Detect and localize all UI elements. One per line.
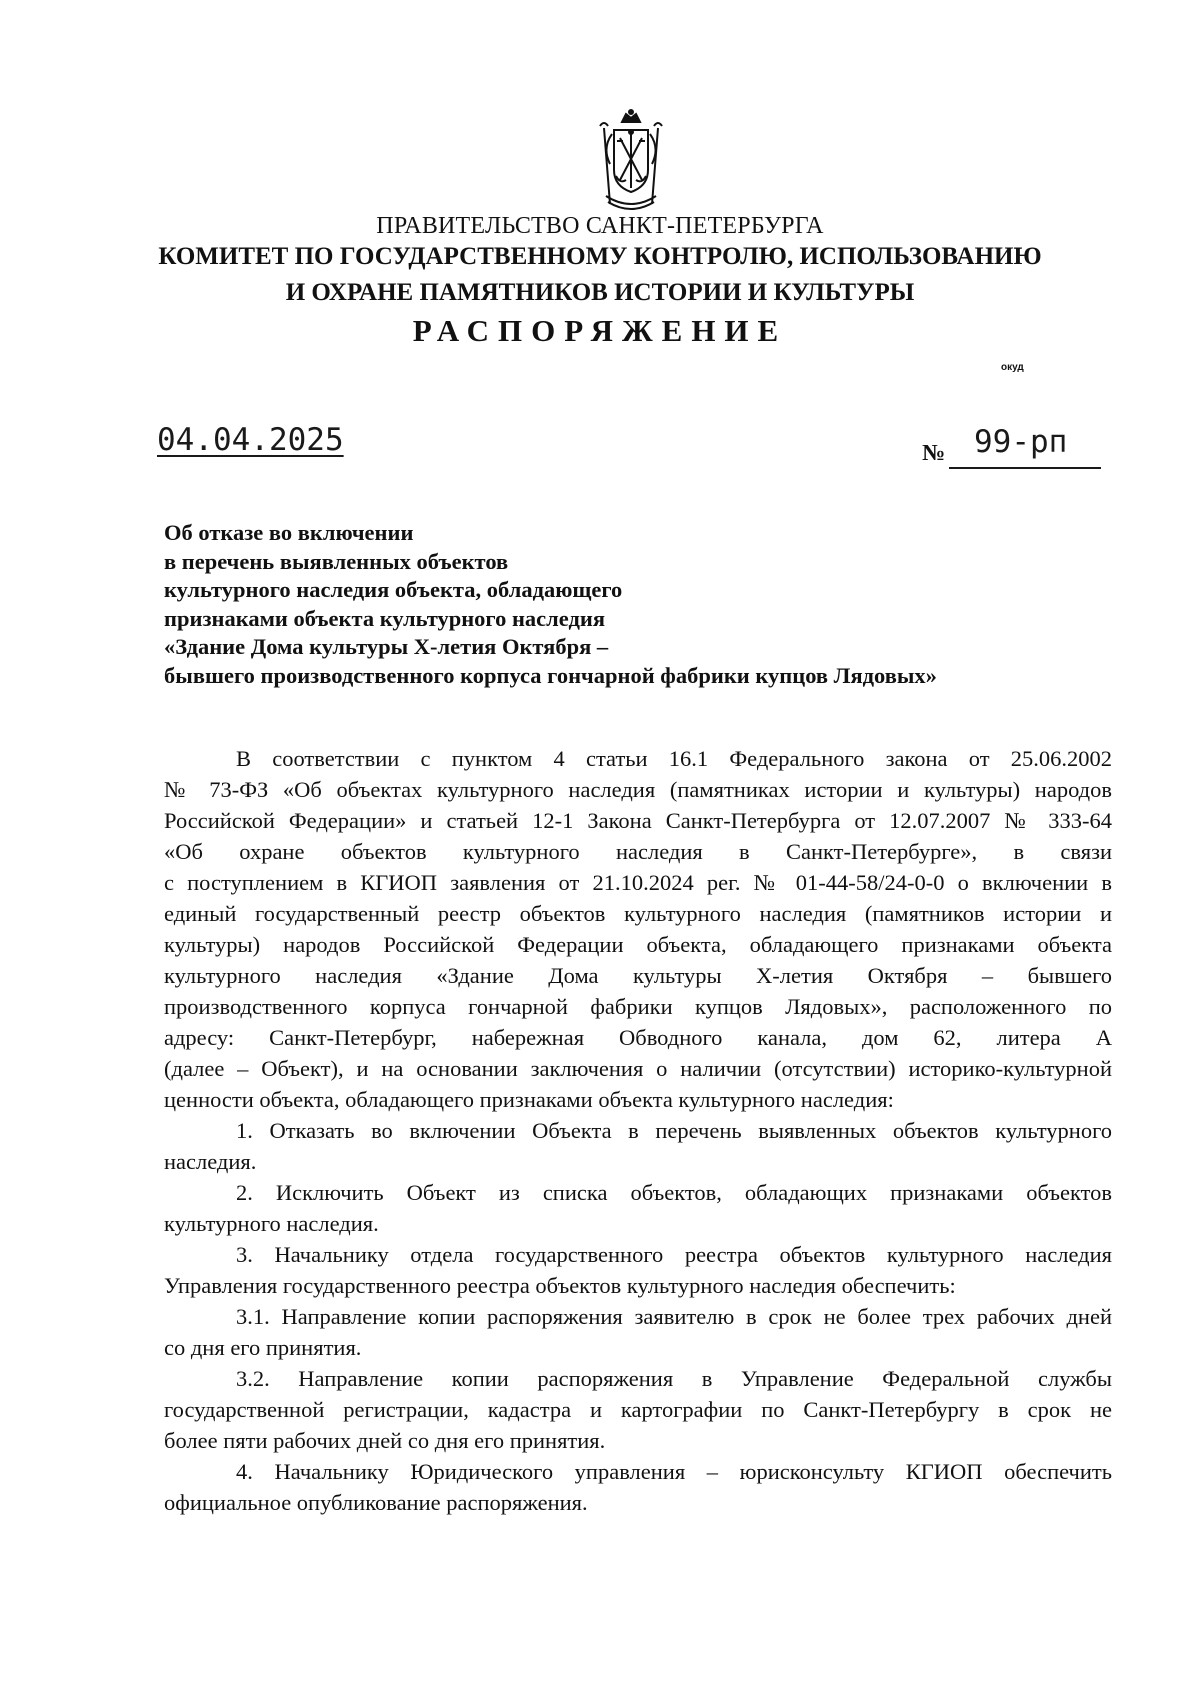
number-sign: № bbox=[922, 440, 946, 465]
okud-label: окуд bbox=[1001, 362, 1024, 373]
order-item-4-line: официальное опубликование распоряжения. bbox=[164, 1490, 588, 1515]
st-petersburg-coat-of-arms-icon bbox=[586, 108, 676, 216]
preamble-line: № 73-ФЗ «Об объектах культурного наследия (памятниках истории и культуры) народов bbox=[164, 777, 1112, 802]
order-item-3-1-line: 3.1. Направление копии распоряжения заявителю в срок не более трех рабочих дней bbox=[236, 1304, 1112, 1329]
order-item-3-line: Управления государственного реестра объектов культурного наследия обеспечить: bbox=[164, 1273, 956, 1298]
preamble-line: Российской Федерации» и статьей 12-1 Закона Санкт-Петербурга от 12.07.2007 № 333-64 bbox=[164, 808, 1112, 833]
order-item-3-line: 3. Начальнику отдела государственного реестра объектов культурного наследия bbox=[236, 1242, 1112, 1267]
preamble-line: культурного наследия «Здание Дома культуры X-летия Октября – бывшего bbox=[164, 963, 1112, 988]
order-item-1-line: 1. Отказать во включении Объекта в перечень выявленных объектов культурного bbox=[236, 1118, 1112, 1143]
preamble-line: «Об охране объектов культурного наследия в Санкт-Петербурге», в связи bbox=[164, 839, 1112, 864]
order-item-3-2-line: более пяти рабочих дней со дня его принятия. bbox=[164, 1428, 606, 1453]
number-underline bbox=[949, 467, 1101, 469]
subject-line: Об отказе во включении bbox=[164, 520, 414, 545]
committee-title-line1: КОМИТЕТ ПО ГОСУДАРСТВЕННОМУ КОНТРОЛЮ, ИСПОЛЬЗОВАНИЮ bbox=[158, 243, 1042, 270]
subject-line: бывшего производственного корпуса гончарной фабрики купцов Лядовых» bbox=[164, 662, 937, 688]
preamble-line: ценности объекта, обладающего признаками объекта культурного наследия: bbox=[164, 1087, 894, 1112]
subject-line: в перечень выявленных объектов bbox=[164, 548, 509, 574]
preamble-line: адресу: Санкт-Петербург, набережная Обводного канала, дом 62, литера А bbox=[164, 1025, 1112, 1050]
document-type-heading: РАСПОРЯЖЕНИЕ bbox=[412, 313, 788, 348]
order-item-3-2-line: 3.2. Направление копии распоряжения в Управление Федеральной службы bbox=[236, 1366, 1112, 1391]
document-date: 04.04.2025 bbox=[157, 422, 344, 458]
preamble-line: В соответствии с пунктом 4 статьи 16.1 Федерального закона от 25.06.2002 bbox=[236, 746, 1112, 771]
preamble-line: производственного корпуса гончарной фабрики купцов Лядовых», расположенного по bbox=[164, 994, 1112, 1019]
order-item-1-line: наследия. bbox=[164, 1149, 257, 1174]
order-item-4-line: 4. Начальнику Юридического управления – юрисконсульту КГИОП обеспечить bbox=[236, 1459, 1112, 1484]
preamble-line: (далее – Объект), и на основании заключения о наличии (отсутствии) историко-культурной bbox=[164, 1056, 1112, 1081]
subject-line: признаками объекта культурного наследия bbox=[164, 605, 605, 631]
preamble-line: единый государственный реестр объектов культурного наследия (памятников истории и bbox=[164, 901, 1112, 926]
order-item-3-2-line: государственной регистрации, кадастра и картографии по Санкт-Петербургу в срок не bbox=[164, 1397, 1112, 1422]
document-body bbox=[164, 743, 1112, 1518]
document-number: 99-рп bbox=[974, 424, 1068, 460]
order-item-2-line: культурного наследия. bbox=[164, 1211, 379, 1236]
subject-line: культурного наследия объекта, обладающего bbox=[164, 577, 623, 602]
committee-title-line2: И ОХРАНЕ ПАМЯТНИКОВ ИСТОРИИ И КУЛЬТУРЫ bbox=[285, 279, 915, 306]
preamble-line: культуры) народов Российской Федерации объекта, обладающего признаками объекта bbox=[164, 932, 1112, 957]
order-item-3-1-line: со дня его принятия. bbox=[164, 1335, 362, 1360]
government-title: ПРАВИТЕЛЬСТВО САНКТ-ПЕТЕРБУРГА bbox=[376, 213, 824, 239]
order-item-2-line: 2. Исключить Объект из списка объектов, обладающих признаками объектов bbox=[236, 1180, 1112, 1205]
document-subject bbox=[164, 519, 937, 690]
preamble-line: с поступлением в КГИОП заявления от 21.10.2024 рег. № 01-44-58/24-0-0 о включении в bbox=[164, 870, 1112, 895]
subject-line: «Здание Дома культуры X-летия Октября – bbox=[164, 634, 609, 659]
